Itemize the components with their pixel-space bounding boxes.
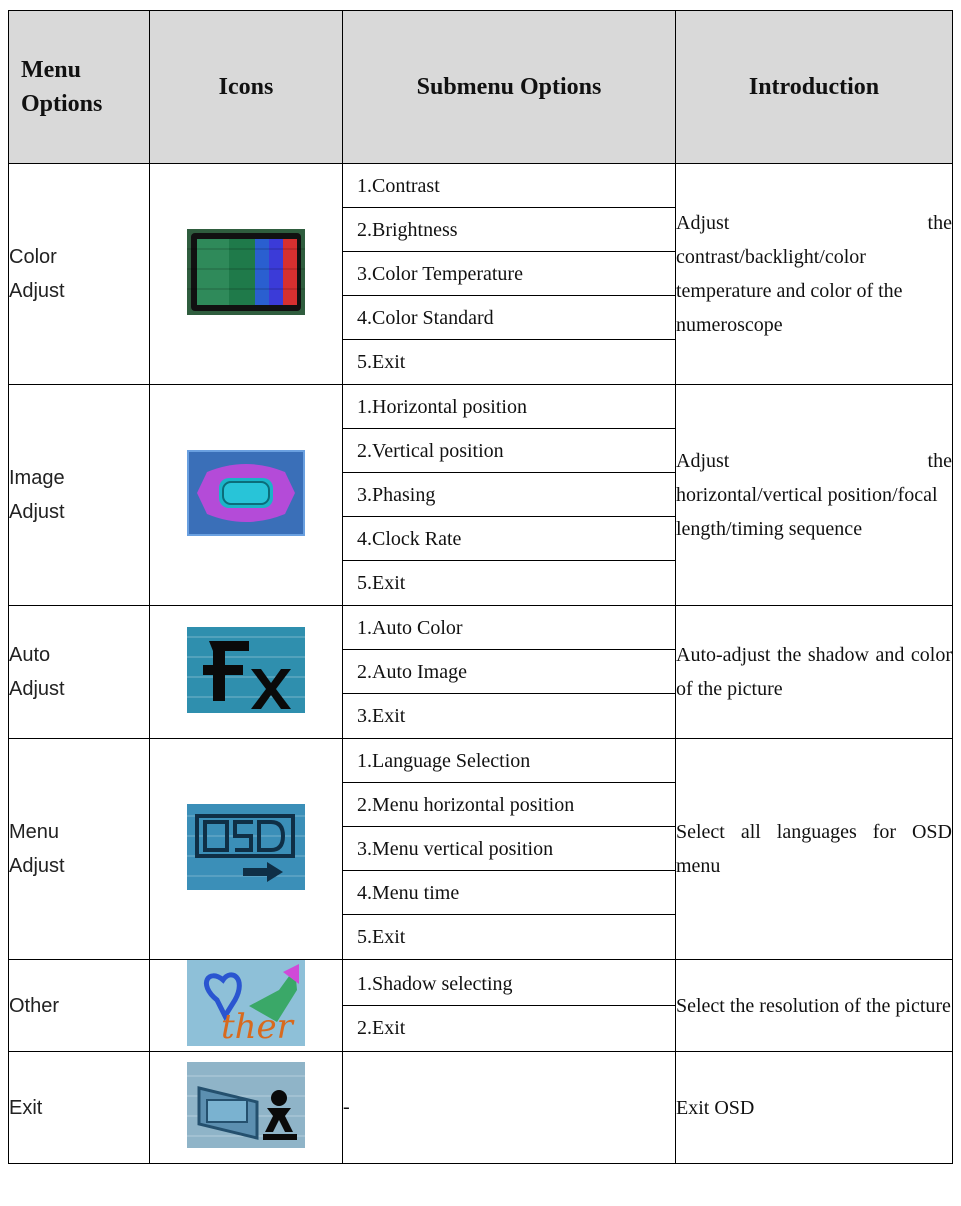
submenu-item: 5.Exit <box>357 572 406 594</box>
submenu-item: 2.Exit <box>357 1016 406 1039</box>
introduction-text: Select all languages for OSD menu <box>676 739 953 960</box>
submenu-item: 1.Auto Color <box>343 606 675 650</box>
table-row <box>9 385 953 606</box>
submenu-item: 4.Clock Rate <box>343 517 675 561</box>
submenu-item: 3.Exit <box>357 705 406 727</box>
svg-text:ther: ther <box>221 1007 293 1046</box>
submenu-item: 3.Color Temperature <box>343 252 675 296</box>
header-menu-options: Menu Options <box>9 11 150 164</box>
introduction-text: Exit OSD <box>676 1052 953 1164</box>
menu-option-menu-adjust: Menu Adjust <box>9 739 150 960</box>
table-row <box>9 960 953 1052</box>
osd-icon <box>187 804 305 890</box>
submenu-item: 4.Color Standard <box>343 296 675 340</box>
submenu-item: 3.Phasing <box>343 473 675 517</box>
menu-option-other: Other <box>9 960 150 1052</box>
submenu-item: 4.Menu time <box>343 871 675 915</box>
submenu-item: 5.Exit <box>357 926 406 948</box>
table-row <box>9 164 953 385</box>
menu-option-color-adjust: Color Adjust <box>9 164 150 385</box>
submenu-item: - <box>343 1052 676 1164</box>
menu-option-image-adjust: Image Adjust <box>9 385 150 606</box>
introduction-text: Adjust the contrast/backlight/color temperature and color of the numeroscope <box>676 164 953 385</box>
submenu-item: 3.Menu vertical position <box>343 827 675 871</box>
submenu-item: 1.Horizontal position <box>343 385 675 429</box>
submenu-item: 1.Contrast <box>343 164 675 208</box>
osd-menu-table <box>8 10 953 1164</box>
table-row <box>9 1052 953 1164</box>
table-row <box>9 739 953 960</box>
submenu-item: 2.Auto Image <box>343 650 675 694</box>
exit-icon <box>187 1062 305 1148</box>
other-icon <box>187 960 305 1046</box>
image-frame-icon <box>187 450 305 536</box>
submenu-item: 5.Exit <box>357 351 406 373</box>
introduction-text: Select the resolution of the picture <box>676 960 953 1052</box>
introduction-text: Adjust the horizontal/vertical position/focal length/timing sequence <box>676 385 953 606</box>
header-submenu-options: Submenu Options <box>343 11 676 164</box>
header-introduction: Introduction <box>676 11 953 164</box>
introduction-text: Auto-adjust the shadow and color of the picture <box>676 606 953 739</box>
header-row <box>9 11 953 164</box>
submenu-item: 1.Shadow selecting <box>343 962 675 1006</box>
submenu-item: 2.Brightness <box>343 208 675 252</box>
submenu-item: 2.Vertical position <box>343 429 675 473</box>
menu-option-auto-adjust: Auto Adjust <box>9 606 150 739</box>
submenu-item: 2.Menu horizontal position <box>343 783 675 827</box>
submenu-item: 1.Language Selection <box>343 739 675 783</box>
menu-option-exit: Exit <box>9 1052 150 1164</box>
header-icons: Icons <box>150 11 343 164</box>
color-bars-icon <box>187 229 305 315</box>
table-row <box>9 606 953 739</box>
fx-icon <box>187 627 305 713</box>
